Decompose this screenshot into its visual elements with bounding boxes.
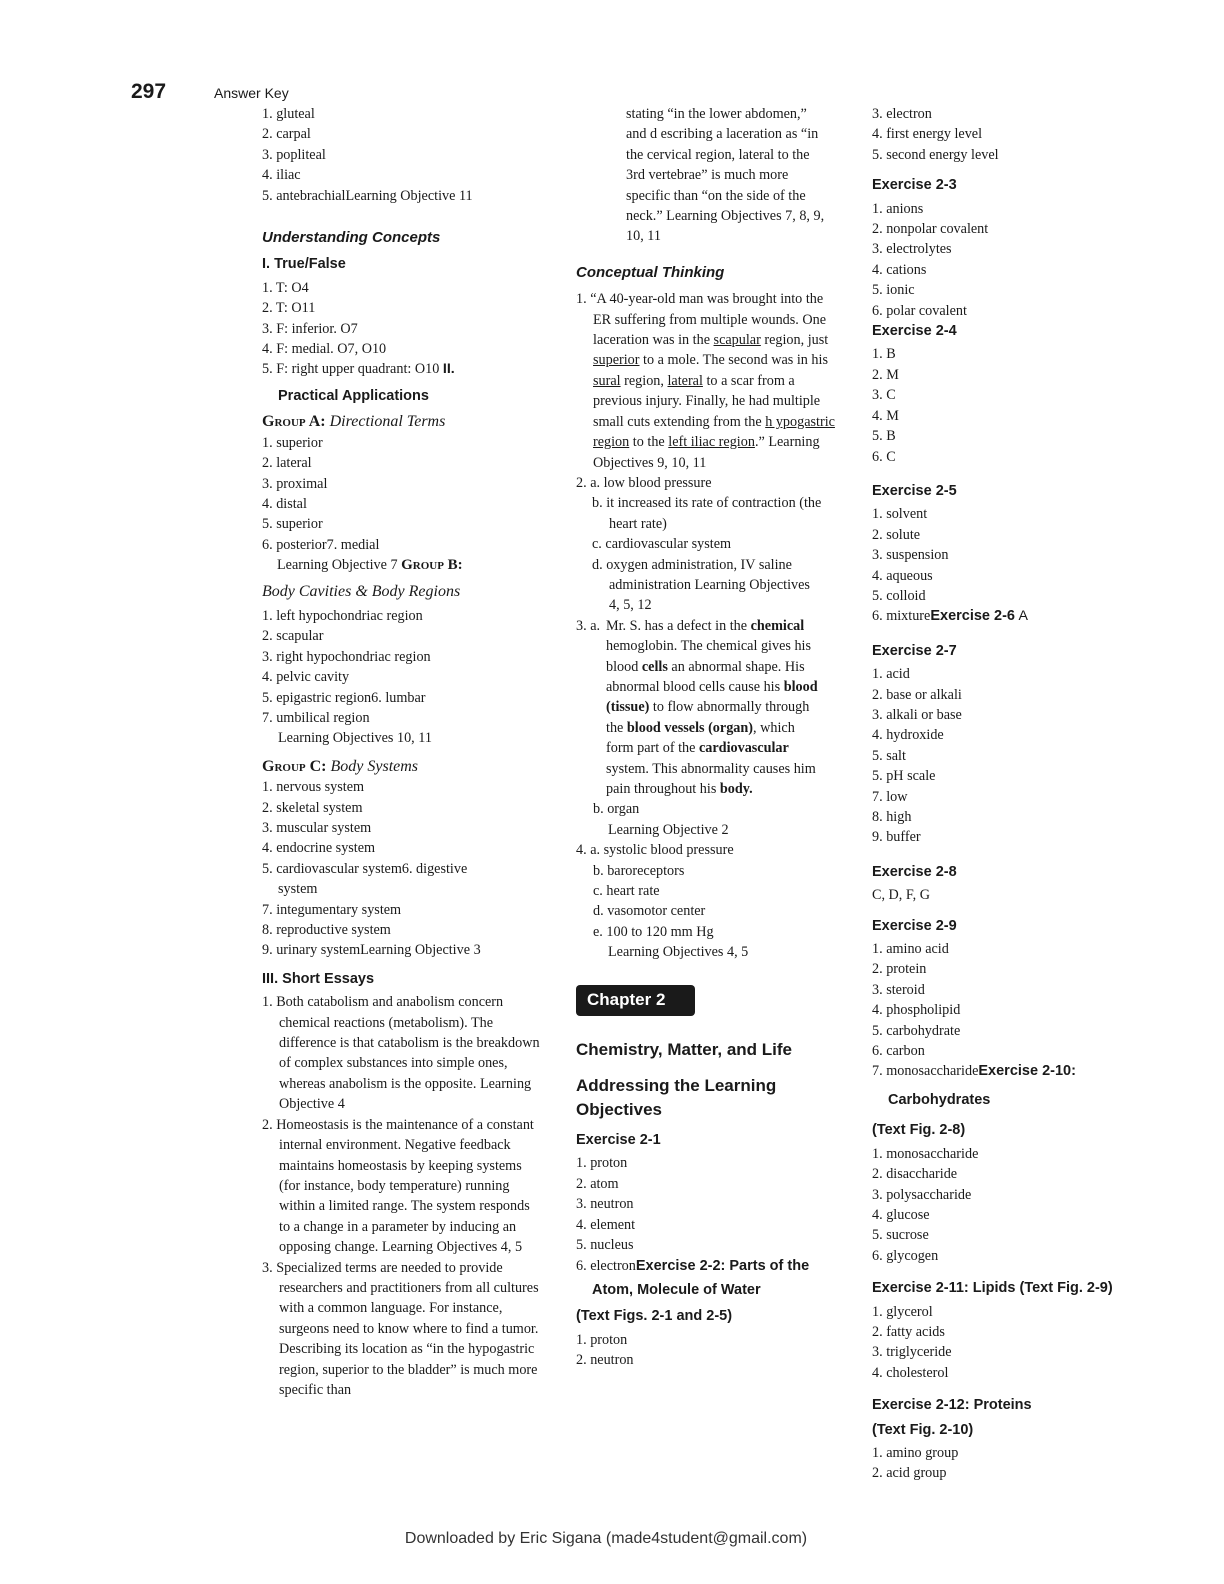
list-item-text: 7. monosaccharide [872, 1063, 979, 1080]
group-label: Group C: [262, 757, 327, 775]
list-item: 2. base or alkali [872, 686, 962, 703]
text-run: to flow abnormally through the [606, 699, 810, 736]
list-item: 5. salt [872, 747, 906, 764]
list-item: 2. solute [872, 526, 921, 543]
bold-term: blood vessels (organ) [626, 719, 754, 736]
bold-term: cardiovascular [698, 740, 789, 757]
list-item-continuation: system [278, 881, 318, 898]
column-3 [872, 104, 1122, 1484]
list-item: 4. pelvic cavity [262, 669, 350, 686]
list-item: 3. popliteal [262, 146, 326, 163]
list-item: 2. T: O11 [262, 300, 316, 317]
column-1 [262, 104, 540, 1400]
exercise-heading: Exercise 2-5 [872, 482, 957, 499]
list-item: 1. gluteal [262, 106, 315, 122]
text-run: 1. “A 40-year-old man was brought into the ER suffering from multiple wounds. One laceration was in the [576, 291, 827, 349]
exercise-heading: Exercise 2-11: Lipids (Text Fig. 2-9) [872, 1280, 1113, 1297]
text-run: to a scar from a previous injury. Finally, he had multiple small cuts extending from the [593, 372, 821, 430]
group-title: Body Systems [330, 757, 419, 775]
list-item: 2. scapular [262, 628, 324, 645]
list-item: 2. a. low blood pressure [576, 474, 712, 491]
list-item: 5. second energy level [872, 146, 999, 163]
list-item: 3. steroid [872, 981, 925, 998]
group-title: Directional Terms [329, 413, 446, 431]
list-item: 8. reproductive system [262, 922, 391, 939]
list-item: 2. M [872, 366, 899, 383]
exercise-heading-cont: (Text Fig. 2-10) [872, 1421, 974, 1438]
section-heading-true-false: I. True/False [262, 256, 346, 273]
underlined-term: scapular [713, 332, 761, 349]
list-item: 1. glycerol [872, 1303, 933, 1320]
list-item: 2. acid group [872, 1465, 947, 1482]
list-item: b. it increased its rate of contraction (the heart rate) [592, 495, 822, 532]
list-item: 6. C [872, 448, 896, 465]
list-item: 5. epigastric region6. lumbar [262, 689, 426, 706]
list-item: 1. nervous system [262, 779, 365, 796]
list-item: 4. a. systolic blood pressure [576, 842, 734, 859]
list-item: 1. T: O4 [262, 279, 309, 296]
section-heading-short-essays: III. Short Essays [262, 970, 375, 987]
list-item: 7. integumentary system [262, 901, 402, 918]
text-run: , which form part of the [606, 719, 795, 757]
list-item: 1. monosaccharide [872, 1145, 979, 1162]
list-item: 1. proton [576, 1331, 628, 1348]
text-run: to the [629, 434, 669, 451]
list-item: 5. ionic [872, 282, 915, 299]
list-item: 4. distal [262, 495, 307, 512]
list-item: 5. nucleus [576, 1237, 634, 1254]
list-item: 1. acid [872, 666, 910, 683]
list-item: 4. F: medial. O7, O10 [262, 341, 387, 358]
learning-objective: Learning Objectives 4, 5 [608, 944, 749, 961]
list-item: d. vasomotor center [593, 903, 706, 920]
exercise-heading: Exercise 2-1 [576, 1132, 661, 1149]
exercise-answer: C, D, F, G [872, 887, 930, 904]
group-b-heading [262, 582, 537, 602]
list-item: 6. posterior7. medial [262, 536, 380, 553]
answer-text [576, 616, 822, 800]
exercise-heading: Exercise 2-6 [930, 608, 1015, 625]
list-item: 4. element [576, 1216, 636, 1233]
list-item: e. 100 to 120 mm Hg [593, 923, 714, 940]
exercise-answer: A [1018, 608, 1028, 625]
bold-term: blood (tissue) [606, 678, 818, 716]
list-item: d. oxygen administration, IV saline administration Learning Objectives 4, 5, 12 [592, 556, 810, 614]
list-item: 6. polar covalent [872, 302, 967, 319]
exercise-heading: Exercise 2-8 [872, 863, 957, 880]
list-item: 3. neutron [576, 1196, 634, 1213]
text-run: to a mole. The second was in his [639, 352, 828, 369]
exercise-heading-cont: Carbohydrates [888, 1091, 991, 1108]
text-run: .” Learning Objectives 9, 10, 11 [593, 434, 820, 471]
list-item: 3. electrolytes [872, 241, 952, 258]
bold-term: cells [641, 658, 668, 675]
list-item: 1. anions [872, 200, 924, 217]
list-item: 2. disaccharide [872, 1166, 958, 1183]
list-item: 1. solvent [872, 506, 928, 523]
list-item: 2. carpal [262, 126, 311, 143]
exercise-heading-cont: (Text Figs. 2-1 and 2-5) [576, 1308, 733, 1325]
list-item: 5. cardiovascular system6. digestive [262, 860, 468, 877]
conceptual-answer-1 [576, 289, 840, 473]
list-item: 2. fatty acids [872, 1323, 945, 1340]
group-title: Body Cavities & Body Regions [262, 582, 461, 600]
underlined-term: lateral [667, 372, 703, 389]
list-item: 4. M [872, 407, 899, 424]
conceptual-answer-3 [576, 616, 838, 800]
exercise-heading: Exercise 2-12: Proteins [872, 1397, 1032, 1414]
running-head: Answer Key [214, 85, 289, 101]
list-item: 1. proton [576, 1155, 628, 1172]
underlined-term: left iliac region [668, 434, 755, 451]
list-item: c. heart rate [593, 883, 660, 900]
list-item: 5. pH scale [872, 768, 936, 785]
list-item: 3. C [872, 387, 896, 404]
list-item: 4. phospholipid [872, 1002, 961, 1019]
text-run: hemoglobin. The chemical gives his blood [606, 638, 812, 675]
group-label: Group A: [262, 413, 326, 431]
underlined-term: superior [593, 352, 640, 369]
list-item: 1. left hypochondriac region [262, 607, 423, 624]
learning-objective: Learning Objectives 10, 11 [278, 730, 432, 747]
group-a-lo-line [262, 555, 537, 575]
list-item: 1. B [872, 346, 896, 363]
list-item: 9. urinary systemLearning Objective 3 [262, 942, 481, 959]
text-run: Mr. S. has a defect in the [606, 617, 751, 634]
list-item: 1. amino group [872, 1444, 959, 1461]
essay-answer: 1. Both catabolism and anabolism concern chemical reactions (metabolism). The difference is that catabolism is the breakdown of complex substances into simple ones, whereas anabolism is the opposite. Learning Objective 4 [262, 994, 540, 1113]
list-item: 2. skeletal system [262, 799, 363, 816]
list-item: 7. low [872, 788, 908, 805]
exercise-heading: Exercise 2-9 [872, 917, 957, 934]
list-item: 5. superior [262, 516, 323, 533]
text-run: region, [620, 372, 668, 389]
list-item: 2. protein [872, 961, 927, 978]
text-run: an abnormal shape. His abnormal blood cells cause his [606, 658, 805, 695]
list-item [262, 359, 537, 379]
bold-term: chemical [750, 617, 805, 634]
list-item: 3. right hypochondriac region [262, 648, 431, 665]
list-item: b. baroreceptors [593, 862, 685, 879]
list-item: 6. carbon [872, 1043, 925, 1060]
essay-continuation: stating “in the lower abdomen,” and d escribing a laceration as “in the cervical region, lateral to the 3rd vertebrae” is much more specific than “on the side of the neck.” Learning Objectives 7, 8, 9, 10, 11 [626, 106, 825, 245]
underlined-term: h ypogastric [765, 413, 835, 430]
exercise-heading: Exercise 2-2: Parts of the [635, 1257, 810, 1274]
list-item: 5. carbohydrate [872, 1022, 961, 1039]
list-item-text: 6. electron [576, 1257, 636, 1274]
list-item: 5. colloid [872, 587, 926, 604]
intro-list [262, 104, 537, 206]
list-item: 9. buffer [872, 829, 921, 846]
list-item: 5. sucrose [872, 1227, 929, 1244]
text-run: system. This abnormality causes him pain throughout his [606, 760, 816, 797]
list-item: 2. nonpolar covalent [872, 221, 989, 238]
list-item: 3. proximal [262, 475, 328, 492]
text-run: region, just [760, 332, 829, 349]
list-item: 5. antebrachialLearning Objective 11 [262, 187, 473, 204]
list-item: 8. high [872, 809, 912, 825]
exercise-heading: Exercise 2-4 [872, 323, 957, 340]
list-item: 3. polysaccharide [872, 1186, 972, 1203]
list-item: 4. cholesterol [872, 1364, 949, 1381]
chapter-title: Chemistry, Matter, and Life [576, 1040, 793, 1060]
list-item: 3. muscular system [262, 820, 372, 836]
learning-objective: Learning Objective 7 [277, 557, 398, 574]
list-item: 3. alkali or base [872, 706, 962, 723]
learning-objective: Learning Objective 2 [608, 821, 729, 838]
list-item: 3. electron [872, 106, 932, 122]
list-item: c. cardiovascular system [592, 536, 732, 553]
list-item [576, 1256, 838, 1276]
group-label: Group B: [401, 557, 463, 574]
list-item [872, 606, 1122, 626]
bold-term: body. [719, 781, 753, 797]
list-item [872, 1061, 1122, 1081]
list-item: 4. endocrine system [262, 840, 376, 857]
list-item: 4. aqueous [872, 567, 933, 584]
list-item: 2. atom [576, 1175, 619, 1192]
exercise-heading-cont: (Text Fig. 2-8) [872, 1122, 966, 1139]
list-item: 4. hydroxide [872, 727, 944, 744]
list-item: 4. glucose [872, 1206, 930, 1223]
list-item-text: 6. mixture [872, 608, 931, 625]
list-item: 6. glycogen [872, 1247, 939, 1264]
list-item: 2. neutron [576, 1352, 634, 1369]
group-c-heading [262, 757, 537, 777]
column-2 [576, 104, 838, 1371]
section-heading-addressing: Addressing the Learning Objectives [576, 1076, 777, 1120]
exercise-heading-cont: Atom, Molecule of Water [592, 1281, 761, 1298]
essay-answer: 3. Specialized terms are needed to provide researchers and practitioners from all cultures with a common language. For instance, surgeons need to know where to find a tumor. Describing its location as “in the hypogastric region, superior to the bladder” is much more specific than [262, 1259, 539, 1398]
essay-answer: 2. Homeostasis is the maintenance of a constant internal environment. Negative feedback maintains homeostasis by keeping systems (for instance, body temperature) running within a limited range. The system responds to a change in a parameter by inducing an opposing change. Learning Objectives 4, 5 [262, 1116, 534, 1256]
list-item: 2. lateral [262, 455, 312, 472]
list-item: 3. F: inferior. O7 [262, 320, 358, 337]
underlined-term: region [593, 434, 630, 451]
chapter-badge: Chapter 2 [576, 985, 695, 1016]
section-heading-understanding: Understanding Concepts [262, 229, 441, 247]
group-a-heading [262, 412, 537, 432]
list-item: 4. cations [872, 261, 927, 278]
exercise-heading: Exercise 2-10: [978, 1063, 1076, 1080]
page-number: 297 [131, 80, 167, 103]
list-item: 5. B [872, 428, 896, 445]
list-item: 4. iliac [262, 167, 301, 184]
section-heading-conceptual: Conceptual Thinking [576, 263, 725, 281]
exercise-heading: Exercise 2-3 [872, 177, 957, 194]
exercise-heading: Exercise 2-7 [872, 642, 957, 659]
section-heading-practical: Practical Applications [278, 387, 429, 404]
list-item: 7. umbilical region [262, 709, 370, 726]
tf-item-5: 5. F: right upper quadrant: O10 [262, 361, 440, 378]
item-number: 3. a. [576, 617, 601, 634]
download-footer: Downloaded by Eric Sigana (made4student@gmail.com) [404, 1530, 808, 1547]
section-number-ii: II. [442, 361, 455, 378]
underlined-term: sural [593, 372, 621, 389]
list-item: 4. first energy level [872, 126, 983, 143]
list-item: 3. triglyceride [872, 1344, 952, 1361]
list-item: 1. amino acid [872, 941, 949, 958]
list-item: b. organ [593, 801, 640, 818]
list-item: 1. superior [262, 434, 323, 451]
list-item: 3. suspension [872, 547, 949, 564]
